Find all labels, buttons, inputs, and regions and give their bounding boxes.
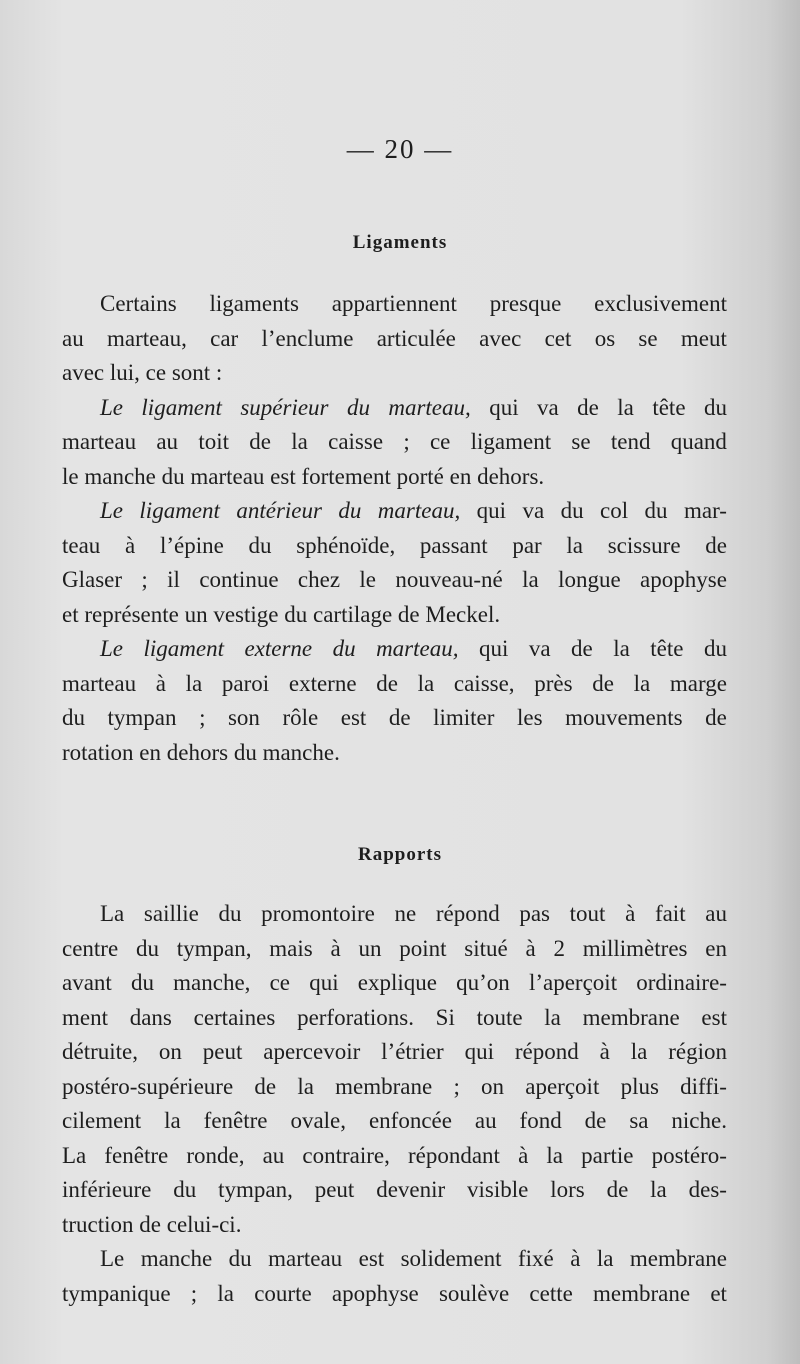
word: ligament bbox=[470, 429, 552, 454]
word: de bbox=[376, 670, 398, 696]
word: Le bbox=[100, 498, 123, 523]
word: tympan, bbox=[176, 935, 252, 961]
text-line bbox=[62, 529, 727, 564]
word: longue bbox=[558, 567, 621, 592]
word: qui bbox=[309, 970, 339, 995]
word: marteau bbox=[268, 1246, 343, 1271]
word: de bbox=[606, 1177, 629, 1202]
word: fait bbox=[654, 901, 686, 926]
word: perforations. bbox=[297, 1004, 414, 1030]
word: de bbox=[705, 532, 727, 558]
word: va bbox=[522, 498, 545, 523]
word: manche bbox=[140, 1246, 213, 1271]
word: l’aperçoit bbox=[528, 970, 618, 995]
word: peut bbox=[202, 1039, 243, 1064]
word: apercevoir bbox=[263, 1039, 361, 1064]
text-line bbox=[62, 460, 727, 495]
word: saillie bbox=[143, 901, 199, 926]
word: un bbox=[358, 935, 382, 961]
word: devenir bbox=[376, 1177, 446, 1202]
word: 2 bbox=[553, 935, 565, 961]
word: mouvements bbox=[565, 705, 683, 730]
word: manche, bbox=[173, 970, 251, 995]
word: rôle bbox=[282, 705, 319, 730]
word: il bbox=[167, 567, 180, 592]
text-line bbox=[62, 966, 727, 1001]
word: du bbox=[346, 394, 370, 420]
word: solidement bbox=[400, 1246, 502, 1271]
word: de bbox=[705, 705, 727, 730]
word: au bbox=[474, 1108, 497, 1133]
word: la bbox=[630, 1039, 648, 1064]
word: avant bbox=[62, 970, 112, 995]
word: membrane bbox=[335, 1073, 433, 1099]
word: visible bbox=[467, 1177, 529, 1202]
word: marteau bbox=[62, 670, 137, 696]
word: scissure bbox=[607, 532, 681, 558]
word: membrane bbox=[593, 1280, 691, 1306]
word: tympan, bbox=[218, 1177, 293, 1202]
word: ronde, bbox=[186, 1142, 245, 1168]
word: du bbox=[560, 498, 584, 523]
word: sa bbox=[629, 1108, 649, 1133]
word: près bbox=[534, 670, 573, 696]
word: tête bbox=[650, 636, 684, 661]
text-line bbox=[62, 322, 727, 357]
word: qu’on bbox=[456, 970, 510, 995]
word: Si bbox=[435, 1004, 455, 1030]
word: de bbox=[388, 705, 411, 730]
word: du bbox=[173, 1177, 197, 1202]
text-line bbox=[62, 897, 727, 932]
word: par bbox=[512, 532, 542, 558]
word: marteau, bbox=[377, 498, 461, 523]
line-text: et représente un vestige du cartilage de Meckel. bbox=[62, 601, 501, 627]
word: ; bbox=[199, 705, 206, 730]
word: du bbox=[248, 532, 272, 558]
text-line bbox=[62, 287, 727, 322]
word: va bbox=[528, 636, 551, 661]
word: appartiennent bbox=[331, 291, 457, 316]
text-line bbox=[62, 1242, 727, 1277]
word: caisse bbox=[328, 429, 384, 454]
word: la bbox=[417, 670, 435, 696]
word: explique bbox=[357, 970, 437, 995]
word: qui bbox=[478, 636, 509, 661]
word: point bbox=[399, 935, 447, 961]
word: la bbox=[566, 532, 584, 558]
word: courte bbox=[254, 1280, 312, 1306]
word: la bbox=[544, 1004, 561, 1030]
word: on bbox=[158, 1039, 182, 1064]
word: situé bbox=[464, 935, 508, 961]
word: ; bbox=[453, 1073, 460, 1099]
word: à bbox=[518, 1142, 529, 1168]
word: à bbox=[570, 1246, 581, 1271]
text-line bbox=[62, 1035, 727, 1070]
text-line bbox=[62, 736, 727, 771]
word: Le bbox=[100, 394, 123, 420]
word: est bbox=[340, 705, 367, 730]
word: la bbox=[613, 636, 630, 661]
text-line bbox=[62, 1104, 727, 1139]
word: la bbox=[596, 1246, 614, 1271]
word: os bbox=[594, 325, 616, 351]
word: La bbox=[100, 901, 125, 926]
page-number: — 20 — bbox=[346, 134, 454, 164]
word: ordinaire- bbox=[636, 970, 727, 995]
word: La bbox=[62, 1142, 87, 1168]
text-line bbox=[62, 1208, 727, 1243]
word: chez bbox=[297, 567, 341, 592]
word: ce bbox=[269, 970, 291, 995]
word: du bbox=[228, 1246, 252, 1271]
word: aperçoit bbox=[525, 1073, 600, 1099]
word: ligament bbox=[141, 394, 222, 420]
word: ce bbox=[429, 429, 451, 454]
word: membrane bbox=[629, 1246, 727, 1271]
section-body-rapports bbox=[62, 897, 727, 1311]
text-line bbox=[62, 494, 727, 529]
word: l’enclume bbox=[261, 325, 354, 351]
word: au bbox=[156, 429, 179, 454]
word: au bbox=[705, 901, 727, 926]
word: meut bbox=[680, 325, 727, 351]
word: limiter bbox=[433, 705, 495, 730]
word: cilement bbox=[62, 1108, 142, 1133]
word: inférieure bbox=[62, 1177, 152, 1202]
word: apophyse bbox=[640, 567, 727, 592]
word: continue bbox=[199, 567, 279, 592]
word: toit bbox=[198, 429, 229, 454]
word: quand bbox=[670, 429, 727, 454]
word: la bbox=[291, 429, 308, 454]
word: pas bbox=[519, 901, 551, 926]
word: tout bbox=[569, 901, 606, 926]
word: la bbox=[617, 394, 634, 420]
word: qui bbox=[476, 498, 507, 523]
word: toute bbox=[476, 1004, 523, 1030]
text-line bbox=[62, 391, 727, 426]
word: à bbox=[125, 532, 136, 558]
word: marteau, bbox=[388, 394, 471, 420]
word: supérieur bbox=[240, 394, 329, 420]
word: en bbox=[705, 935, 727, 961]
word: Glaser bbox=[62, 567, 123, 592]
section-body-ligaments bbox=[62, 287, 727, 770]
word: soulève bbox=[438, 1280, 510, 1306]
word: tympanique bbox=[62, 1280, 171, 1306]
word: se bbox=[638, 325, 658, 351]
word: répondant bbox=[407, 1142, 500, 1168]
word: de bbox=[584, 1108, 607, 1133]
word: Certains bbox=[100, 291, 177, 316]
word: à bbox=[525, 935, 536, 961]
word: plus bbox=[620, 1073, 659, 1099]
word: son bbox=[227, 705, 260, 730]
word: région bbox=[668, 1039, 727, 1064]
word: centre bbox=[62, 935, 119, 961]
word: partie bbox=[581, 1142, 634, 1168]
word: répond bbox=[514, 1039, 579, 1064]
word: on bbox=[481, 1073, 505, 1099]
word: sphénoïde, bbox=[296, 532, 396, 558]
word: à bbox=[625, 901, 636, 926]
word: membrane bbox=[582, 1004, 680, 1030]
word: caisse, bbox=[453, 670, 515, 696]
word: teau bbox=[62, 532, 101, 558]
word: qui bbox=[464, 1039, 494, 1064]
text-line bbox=[62, 632, 727, 667]
word: du bbox=[62, 705, 85, 730]
word: diffi- bbox=[680, 1073, 727, 1099]
word: tête bbox=[652, 394, 686, 420]
word: ne bbox=[394, 901, 417, 926]
word: la bbox=[217, 1280, 234, 1306]
word: la bbox=[297, 1073, 314, 1099]
word: ligaments bbox=[209, 291, 299, 316]
word: postéro- bbox=[651, 1142, 727, 1168]
word: tend bbox=[610, 429, 651, 454]
word: de bbox=[571, 636, 593, 661]
word: du bbox=[703, 394, 727, 420]
line-text: rotation en dehors du manche. bbox=[62, 739, 340, 765]
word: exclusivement bbox=[594, 291, 727, 316]
word: tympan bbox=[107, 705, 177, 730]
word: à bbox=[330, 935, 341, 961]
text-line bbox=[62, 1139, 727, 1174]
word: ; bbox=[403, 429, 410, 454]
word: de bbox=[249, 429, 271, 454]
text-line bbox=[62, 598, 727, 633]
word: la bbox=[546, 1142, 563, 1168]
word: postéro-supérieure bbox=[62, 1073, 234, 1099]
word: col bbox=[600, 498, 629, 523]
word: répond bbox=[435, 901, 500, 926]
word: du bbox=[338, 498, 362, 523]
word: millimètres bbox=[582, 935, 688, 961]
word: niche. bbox=[671, 1108, 727, 1133]
text-line bbox=[62, 1173, 727, 1208]
word: est bbox=[358, 1246, 385, 1271]
word: ovale, bbox=[290, 1108, 347, 1133]
text-line bbox=[62, 563, 727, 598]
word: marteau, bbox=[107, 325, 187, 351]
word: qui bbox=[489, 394, 519, 420]
text-line bbox=[62, 1277, 727, 1312]
word: Le bbox=[100, 636, 123, 661]
word: antérieur bbox=[236, 498, 322, 523]
word: car bbox=[210, 325, 239, 351]
word: du bbox=[130, 970, 154, 995]
word: du bbox=[703, 636, 727, 661]
text-line bbox=[62, 932, 727, 967]
word: du bbox=[644, 498, 668, 523]
word: fond bbox=[519, 1108, 562, 1133]
text-line bbox=[62, 701, 727, 736]
word: cet bbox=[544, 325, 572, 351]
word: Le bbox=[100, 1246, 125, 1271]
word: lors bbox=[550, 1177, 585, 1202]
word: se bbox=[571, 429, 591, 454]
word: des- bbox=[688, 1177, 727, 1202]
word: contraire, bbox=[302, 1142, 390, 1168]
text-line bbox=[62, 1001, 727, 1036]
word: à bbox=[155, 670, 166, 696]
word: fenêtre bbox=[104, 1142, 169, 1168]
word: la bbox=[522, 567, 539, 592]
word: à bbox=[599, 1039, 610, 1064]
word: le bbox=[359, 567, 377, 592]
word: au bbox=[262, 1142, 285, 1168]
word: l’étrier bbox=[381, 1039, 444, 1064]
text-line bbox=[62, 667, 727, 702]
word: détruite, bbox=[62, 1039, 138, 1064]
word: au bbox=[62, 325, 84, 351]
section-title-rapports: Rapports bbox=[357, 844, 442, 865]
word: peut bbox=[314, 1177, 355, 1202]
line-text: truction de celui-ci. bbox=[62, 1211, 242, 1237]
word: apophyse bbox=[331, 1280, 419, 1306]
word: la bbox=[164, 1108, 181, 1133]
word: la bbox=[633, 670, 651, 696]
word: du bbox=[332, 636, 356, 661]
word: du bbox=[135, 935, 159, 961]
word: avec bbox=[479, 325, 522, 351]
word: articulée bbox=[376, 325, 456, 351]
word: externe bbox=[288, 670, 357, 696]
word: l’épine bbox=[159, 532, 224, 558]
text-line bbox=[62, 356, 727, 391]
word: ligament bbox=[139, 498, 220, 523]
word: est bbox=[701, 1004, 727, 1030]
word: promontoire bbox=[261, 901, 375, 926]
word: passant bbox=[419, 532, 488, 558]
word: mar- bbox=[683, 498, 727, 523]
word: cette bbox=[529, 1280, 573, 1306]
word: ; bbox=[141, 567, 148, 592]
word: ; bbox=[190, 1280, 198, 1306]
word: de bbox=[577, 394, 599, 420]
word: mais bbox=[269, 935, 313, 961]
word: ment bbox=[62, 1004, 108, 1030]
word: la bbox=[185, 670, 203, 696]
word: enfoncée bbox=[368, 1108, 452, 1133]
word: externe bbox=[244, 636, 313, 661]
word: fenêtre bbox=[203, 1108, 268, 1133]
word: et bbox=[710, 1280, 727, 1306]
word: va bbox=[537, 394, 559, 420]
word: paroi bbox=[221, 670, 270, 696]
text-line bbox=[62, 1070, 727, 1105]
word: du bbox=[218, 901, 242, 926]
word: marge bbox=[669, 670, 727, 696]
word: les bbox=[516, 705, 543, 730]
word: de bbox=[254, 1073, 277, 1099]
line-text: le manche du marteau est fortement porté en dehors. bbox=[62, 463, 545, 489]
word: dans bbox=[129, 1004, 172, 1030]
word: fixé bbox=[517, 1246, 554, 1271]
text-line bbox=[62, 425, 727, 460]
word: presque bbox=[489, 291, 562, 316]
word: ligament bbox=[143, 636, 224, 661]
word: marteau, bbox=[376, 636, 459, 661]
word: marteau bbox=[62, 429, 137, 454]
word: nouveau-né bbox=[395, 567, 503, 592]
word: de bbox=[592, 670, 614, 696]
word: la bbox=[650, 1177, 667, 1202]
word: certaines bbox=[193, 1004, 276, 1030]
line-text: avec lui, ce sont : bbox=[62, 360, 223, 385]
section-title-ligaments: Ligaments bbox=[352, 232, 448, 253]
